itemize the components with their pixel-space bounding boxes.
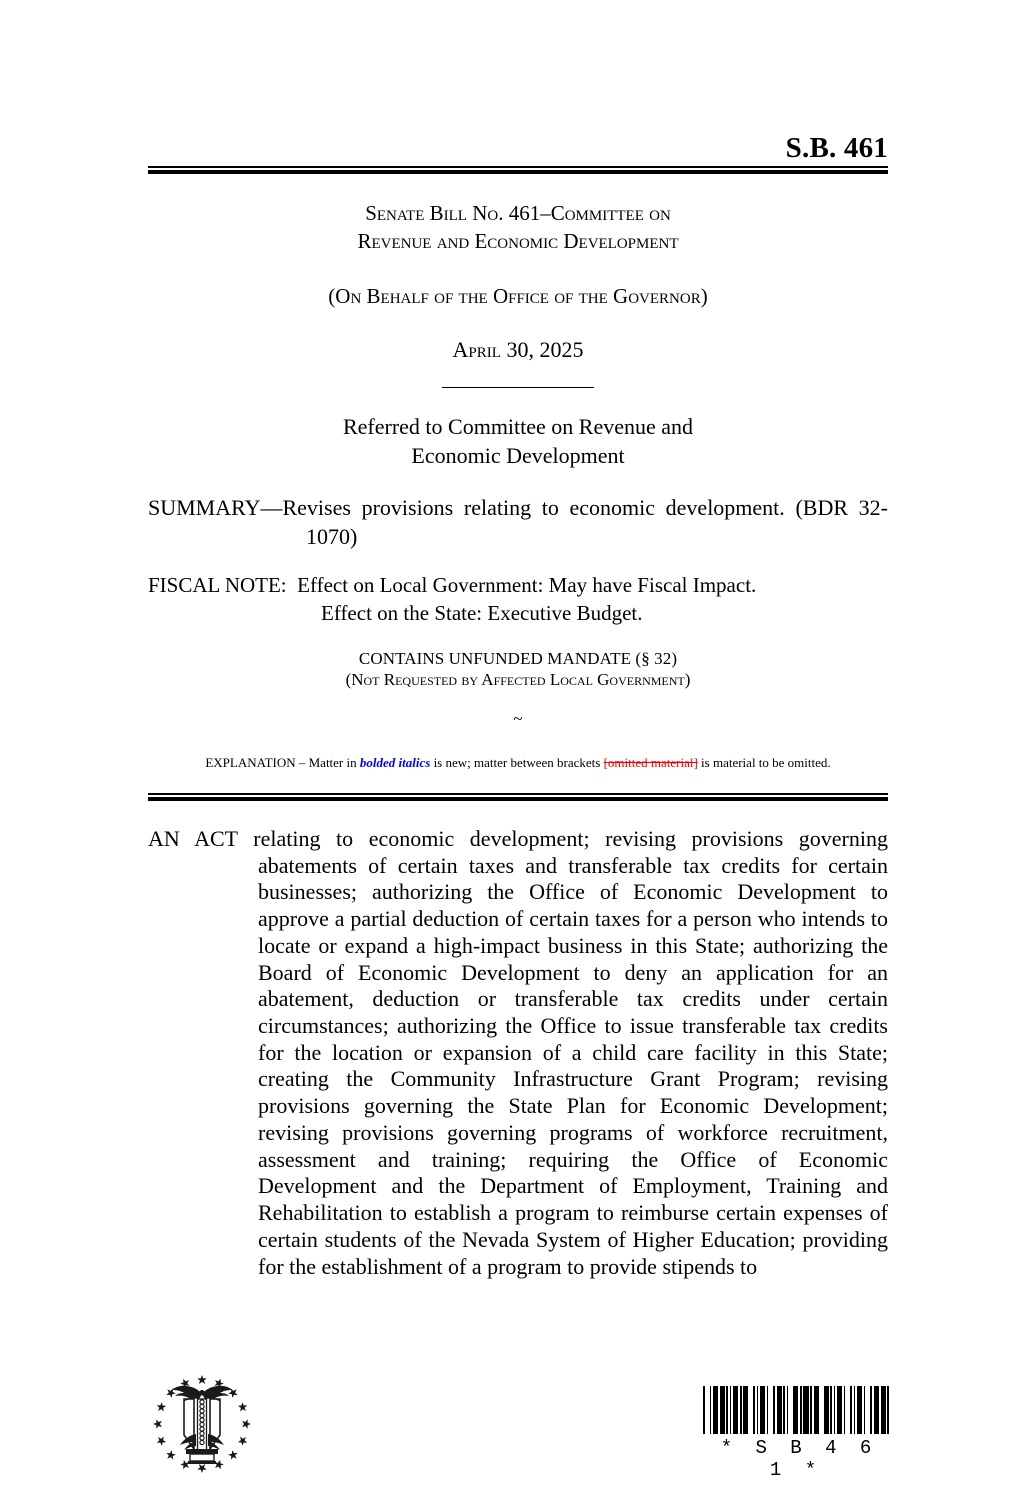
act-body (148, 826, 888, 1280)
barcode (703, 1386, 889, 1481)
fiscal-note-label: FISCAL NOTE: (148, 573, 287, 597)
tilde-separator: ~ (513, 709, 523, 728)
unfunded-mandate-note: (Not Requested by Affected Local Government) (345, 670, 691, 689)
referral-line2: Economic Development (411, 443, 625, 469)
explanation-line (148, 755, 888, 772)
summary-label: SUMMARY— (148, 495, 283, 520)
omitted-matter-sample: [omitted material] (603, 755, 698, 770)
committee-heading (148, 200, 888, 255)
fiscal-note-state: Effect on the State: Executive Budget. (321, 600, 643, 625)
new-matter-sample: bolded italics (359, 755, 431, 770)
act-text: relating to economic development; revising provisions governing abatements of certain taxes and transferable tax credits for certain businesses; authorizing the Office of Economic Development to approve a partial deduction of certain taxes for a person who intends to locate or expand a high-impact business in this State; authorizing the Board of Economic Development to deny an application for an abatement, deduction or transferable tax credits under certain circumstances; authorizing the Office to issue transferable tax credits for the location or expansion of a child care facility in this State; creating the Community Infrastructure Grant Program; revising provisions governing the State Plan for Economic Development; revising provisions governing programs of workforce recruitment, assessment and training; requiring the Office of Economic Development and the Department of Employment, Training and Rehabilitation to establish a program to reimburse certain expenses of certain students of the Nevada System of Higher Education; providing for the establishment of a program to provide stipends to (237, 826, 888, 1279)
header-divider-top (148, 166, 888, 174)
committee-heading-line1: Senate Bill No. 461–Committee on (365, 201, 671, 225)
referral-note (148, 412, 888, 470)
summary-text: Revises provisions relating to economic development. (BDR 32-1070) (282, 495, 888, 550)
on-behalf-of-line: (On Behalf of the Office of the Governor) (328, 284, 708, 308)
unfunded-mandate-line: CONTAINS UNFUNDED MANDATE (§ 32) (358, 649, 678, 668)
fiscal-note-local: Effect on Local Government: May have Fiscal Impact. (297, 573, 757, 597)
summary-block (148, 493, 888, 552)
fiscal-note-block (148, 572, 888, 627)
explanation-prefix: EXPLANATION – Matter in (205, 755, 360, 770)
explanation-middle: is new; matter between brackets (430, 755, 604, 770)
barcode-label: * S B 4 6 1 * (720, 1437, 878, 1481)
act-label: AN ACT (148, 826, 238, 851)
short-divider (148, 378, 888, 396)
header-divider-bottom (148, 793, 888, 801)
explanation-suffix: is material to be omitted. (697, 755, 831, 770)
nevada-legislature-seal-icon (150, 1372, 254, 1476)
referral-line1: Referred to Committee on Revenue and (342, 414, 694, 439)
introduction-date: April 30, 2025 (452, 337, 584, 362)
barcode-bars (703, 1386, 889, 1434)
page-title: S.B. 461 (785, 132, 888, 164)
column (198, 1399, 207, 1451)
committee-heading-line2: Revenue and Economic Development (357, 228, 679, 253)
